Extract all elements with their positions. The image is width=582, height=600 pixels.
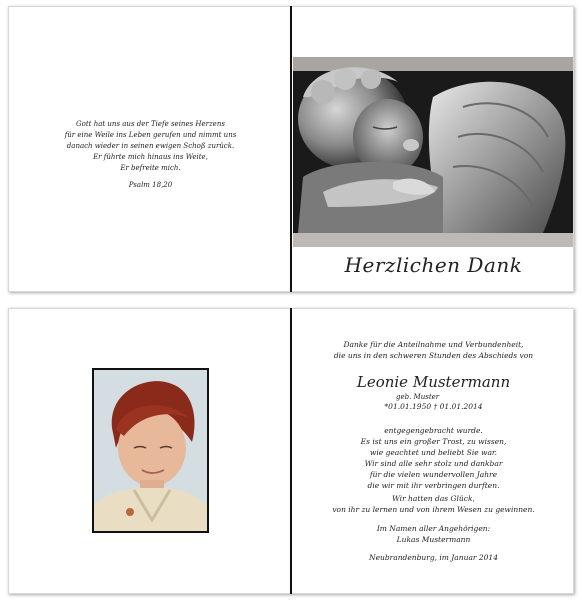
card-page-cover [291, 6, 574, 292]
family-line: Im Namen aller Angehörigen: [376, 524, 491, 533]
place-date: Neubrandenburg, im Januar 2014 [369, 553, 498, 562]
body-line: Wir sind alle sehr stolz und dankbar [364, 459, 503, 468]
body-line: für die vielen wundervollen Jahre [369, 470, 498, 479]
body-line: Es ist uns ein großer Trost, zu wissen, [360, 437, 507, 446]
body-line: die wir mit ihr verbringen durften. [367, 481, 500, 490]
card-page-thanks [291, 308, 574, 594]
birth-name: geb. Muster [396, 393, 440, 401]
psalm-line: für eine Weile ins Leben gerufen und nimmt uns [64, 131, 237, 139]
psalm-line: Gott hat uns aus der Tiefe seines Herzens [76, 120, 225, 128]
thanks-intro [292, 339, 575, 361]
gratitude-line: von ihr zu lernen und von ihrem Wesen zu gewinnen. [332, 505, 535, 514]
cover-title: Herzlichen Dank [344, 253, 523, 277]
psalm-line: danach wieder in seinen ewigen Schoß zurück. [66, 142, 235, 150]
gratitude-text [292, 493, 575, 515]
deceased-name: Leonie Mustermann [356, 373, 511, 391]
family-signature [292, 523, 575, 545]
psalm-line: Er führte mich hinaus ins Weite, [93, 153, 208, 161]
thanks-body [292, 425, 575, 491]
life-dates: *01.01.1950 † 01.01.2014 [384, 402, 483, 411]
fold-line [290, 308, 292, 594]
gratitude-line: Wir hatten das Glück, [392, 494, 475, 503]
intro-line: die uns in den schweren Stunden des Abschieds von [333, 351, 534, 360]
fold-line [290, 6, 292, 292]
card-page-psalm [8, 6, 291, 292]
body-line: entgegengebracht wurde. [384, 426, 483, 435]
psalm-text [9, 119, 292, 174]
family-line: Lukas Mustermann [396, 535, 471, 544]
psalm-line: Er befreite mich. [120, 164, 181, 172]
psalm-reference: Psalm 18,20 [128, 181, 173, 189]
intro-line: Danke für die Anteilnahme und Verbundenheit, [343, 340, 524, 349]
angel-statue-image [293, 57, 573, 247]
body-line: wie geachtet und beliebt Sie war. [369, 448, 498, 457]
card-page-photo [8, 308, 291, 594]
portrait-photo [92, 368, 209, 533]
